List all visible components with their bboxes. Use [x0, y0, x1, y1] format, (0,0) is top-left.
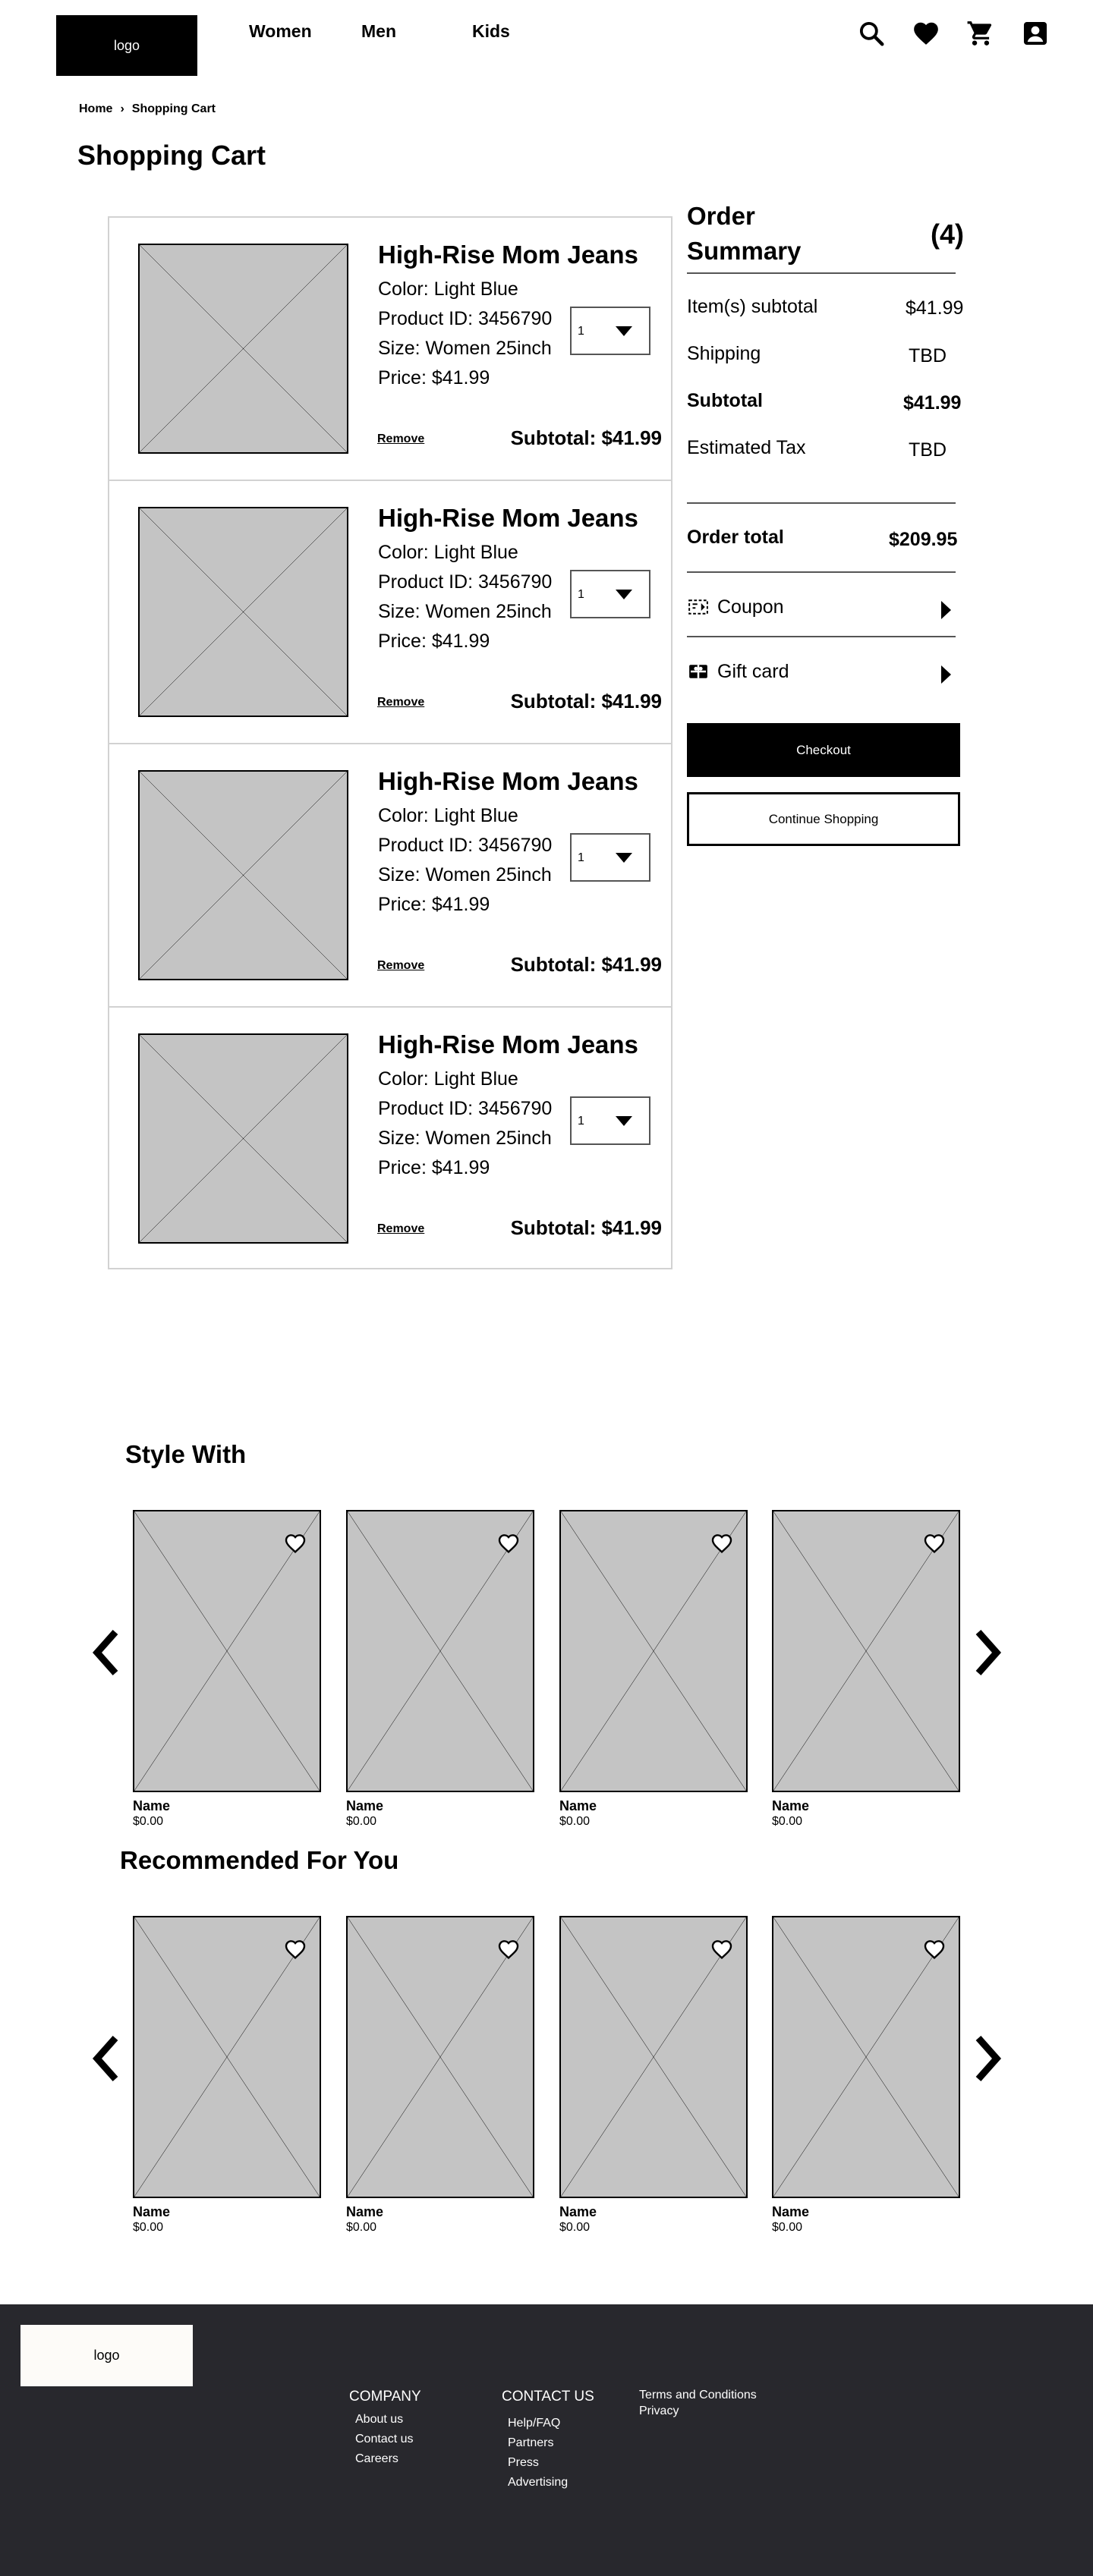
caret-down-icon	[616, 853, 632, 863]
divider	[687, 571, 956, 573]
order-item-count: (4)	[931, 219, 964, 250]
heart-outline-icon[interactable]	[710, 1937, 734, 1961]
product-name[interactable]: Name	[772, 2204, 810, 2219]
cart-item-size: Size: Women 25inch	[378, 338, 552, 359]
chevron-right-icon	[941, 601, 951, 619]
gift-card-icon	[687, 660, 710, 683]
caret-down-icon	[616, 326, 632, 336]
cart-item-name[interactable]: High-Rise Mom Jeans	[378, 241, 638, 269]
product-name[interactable]: Name	[346, 1798, 384, 1813]
estimated-tax-value: TBD	[909, 439, 947, 461]
product-name[interactable]: Name	[559, 2204, 597, 2219]
heart-outline-icon[interactable]	[283, 1531, 307, 1555]
footer-link-privacy[interactable]: Privacy	[639, 2405, 679, 2417]
search-icon[interactable]	[856, 18, 887, 49]
product-card[interactable]	[772, 1916, 960, 2242]
cart-item-color: Color: Light Blue	[378, 1068, 518, 1090]
gift-card-label: Gift card	[717, 660, 789, 682]
product-card[interactable]	[772, 1510, 960, 1836]
product-image-placeholder[interactable]	[559, 1916, 748, 2198]
product-image-placeholder[interactable]	[772, 1510, 960, 1792]
footer-logo[interactable]: logo	[20, 2325, 193, 2386]
carousel-prev-icon[interactable]	[90, 1626, 124, 1679]
cart-item-color: Color: Light Blue	[378, 278, 518, 300]
cart-item-product-id: Product ID: 3456790	[378, 835, 553, 856]
product-price: $0.00	[346, 1815, 377, 1828]
account-icon[interactable]	[1020, 18, 1050, 49]
product-image-placeholder[interactable]	[346, 1916, 534, 2198]
product-image-placeholder[interactable]	[133, 1510, 321, 1792]
product-card[interactable]	[346, 1916, 534, 2242]
footer-company-heading: COMPANY	[349, 2389, 421, 2405]
footer-link-help[interactable]: Help/FAQ	[508, 2417, 561, 2430]
product-price: $0.00	[346, 2221, 377, 2234]
divider	[687, 636, 956, 637]
product-image-placeholder[interactable]	[133, 1916, 321, 2198]
product-image-placeholder[interactable]	[559, 1510, 748, 1792]
heart-icon[interactable]	[911, 18, 941, 49]
breadcrumb	[79, 102, 216, 116]
remove-button[interactable]: Remove	[377, 959, 425, 972]
product-card[interactable]	[133, 1510, 321, 1836]
breadcrumb-current: Shopping Cart	[131, 102, 216, 115]
logo[interactable]: logo	[56, 15, 197, 76]
cart-item-product-id: Product ID: 3456790	[378, 1098, 553, 1119]
cart-item-subtotal: Subtotal: $41.99	[510, 690, 662, 712]
coupon-icon	[687, 596, 710, 618]
cart-item-size: Size: Women 25inch	[378, 1128, 552, 1149]
product-price: $0.00	[133, 2221, 164, 2234]
footer-link-partners[interactable]: Partners	[508, 2436, 554, 2449]
shipping-value: TBD	[909, 345, 947, 366]
continue-shopping-button[interactable]: Continue Shopping	[687, 792, 960, 846]
cart-icon[interactable]	[965, 18, 996, 49]
quantity-value: 1	[578, 325, 584, 338]
chevron-right-icon: ›	[120, 102, 124, 115]
footer	[0, 2304, 1093, 2576]
order-summary-title	[687, 199, 801, 269]
heart-outline-icon[interactable]	[710, 1531, 734, 1555]
subtotal-value: $41.99	[903, 392, 962, 414]
cart-item-name[interactable]: High-Rise Mom Jeans	[378, 504, 638, 532]
cart-item-color: Color: Light Blue	[378, 542, 518, 563]
product-name[interactable]: Name	[133, 1798, 171, 1813]
cart-item-subtotal: Subtotal: $41.99	[510, 426, 662, 449]
quantity-select[interactable]	[570, 307, 650, 355]
carousel-next-icon[interactable]	[969, 2032, 1004, 2085]
style-with-title: Style With	[125, 1440, 247, 1468]
order-total-value: $209.95	[889, 529, 958, 550]
product-name[interactable]: Name	[772, 1798, 810, 1813]
cart-item	[109, 744, 671, 1008]
cart-item-subtotal: Subtotal: $41.99	[510, 1216, 662, 1239]
product-card[interactable]	[346, 1510, 534, 1836]
remove-button[interactable]: Remove	[377, 1222, 425, 1235]
product-price: $0.00	[559, 1815, 591, 1828]
estimated-tax-label: Estimated Tax	[687, 437, 806, 458]
divider	[687, 272, 956, 274]
order-summary-title-line1: Order	[687, 202, 755, 230]
product-name[interactable]: Name	[559, 1798, 597, 1813]
product-image-placeholder[interactable]	[138, 244, 348, 454]
heart-outline-icon[interactable]	[922, 1531, 947, 1555]
nav-women[interactable]: Women	[249, 21, 312, 41]
breadcrumb-home[interactable]: Home	[79, 102, 113, 115]
cart-item-price: Price: $41.99	[378, 367, 490, 388]
product-card[interactable]	[559, 1916, 748, 2242]
quantity-select[interactable]	[570, 1096, 650, 1145]
footer-link-contact[interactable]: Contact us	[355, 2433, 414, 2445]
items-subtotal-value: $41.99	[906, 297, 964, 319]
quantity-select[interactable]	[570, 833, 650, 882]
footer-link-advertising[interactable]: Advertising	[508, 2476, 569, 2489]
cart-item-price: Price: $41.99	[378, 1157, 490, 1178]
page-title: Shopping Cart	[77, 140, 266, 171]
cart-item	[109, 218, 671, 481]
cart-item	[109, 1008, 671, 1271]
cart-item-name[interactable]: High-Rise Mom Jeans	[378, 1030, 638, 1058]
footer-contact-heading: CONTACT US	[502, 2389, 594, 2405]
gift-card-row[interactable]	[687, 656, 956, 687]
coupon-row[interactable]	[687, 592, 956, 622]
subtotal-label: Subtotal	[687, 390, 763, 411]
product-price: $0.00	[772, 1815, 803, 1828]
heart-outline-icon[interactable]	[496, 1531, 521, 1555]
cart-item-color: Color: Light Blue	[378, 805, 518, 826]
quantity-value: 1	[578, 588, 584, 601]
recommended-title: Recommended For You	[120, 1846, 399, 1874]
product-card[interactable]	[559, 1510, 748, 1836]
remove-button[interactable]: Remove	[377, 432, 425, 445]
caret-down-icon	[616, 1116, 632, 1126]
chevron-right-icon	[941, 665, 951, 684]
cart-item	[109, 481, 671, 744]
cart-item-product-id: Product ID: 3456790	[378, 571, 553, 593]
footer-link-about[interactable]: About us	[355, 2413, 404, 2426]
cart-item-price: Price: $41.99	[378, 894, 490, 915]
items-subtotal-label: Item(s) subtotal	[687, 296, 818, 317]
product-price: $0.00	[559, 2221, 591, 2234]
product-image-placeholder[interactable]	[138, 770, 348, 980]
carousel-next-icon[interactable]	[969, 1626, 1004, 1679]
remove-button[interactable]: Remove	[377, 696, 425, 709]
product-name[interactable]: Name	[133, 2204, 171, 2219]
order-summary-title-line2: Summary	[687, 237, 802, 265]
product-image-placeholder[interactable]	[138, 1033, 348, 1244]
heart-outline-icon[interactable]	[283, 1937, 307, 1961]
product-image-placeholder[interactable]	[772, 1916, 960, 2198]
shipping-label: Shipping	[687, 343, 761, 364]
footer-link-careers[interactable]: Careers	[355, 2452, 398, 2465]
product-image-placeholder[interactable]	[346, 1510, 534, 1792]
footer-link-press[interactable]: Press	[508, 2456, 539, 2469]
coupon-label: Coupon	[717, 596, 784, 618]
product-card[interactable]	[133, 1916, 321, 2242]
footer-link-terms[interactable]: Terms and Conditions	[639, 2389, 757, 2401]
caret-down-icon	[616, 590, 632, 599]
nav-kids[interactable]: Kids	[472, 21, 510, 41]
quantity-select[interactable]	[570, 570, 650, 618]
heart-outline-icon[interactable]	[922, 1937, 947, 1961]
nav-men[interactable]: Men	[361, 21, 396, 41]
product-name[interactable]: Name	[346, 2204, 384, 2219]
checkout-button[interactable]: Checkout	[687, 723, 960, 777]
cart-item-price: Price: $41.99	[378, 631, 490, 652]
cart-item-product-id: Product ID: 3456790	[378, 308, 553, 329]
cart-item-name[interactable]: High-Rise Mom Jeans	[378, 767, 638, 795]
cart-item-size: Size: Women 25inch	[378, 601, 552, 622]
carousel-prev-icon[interactable]	[90, 2032, 124, 2085]
cart-list	[108, 216, 672, 1269]
quantity-value: 1	[578, 1115, 584, 1128]
cart-item-subtotal: Subtotal: $41.99	[510, 953, 662, 976]
product-price: $0.00	[133, 1815, 164, 1828]
product-price: $0.00	[772, 2221, 803, 2234]
divider	[687, 502, 956, 504]
cart-item-size: Size: Women 25inch	[378, 864, 552, 885]
quantity-value: 1	[578, 851, 584, 864]
product-image-placeholder[interactable]	[138, 507, 348, 717]
heart-outline-icon[interactable]	[496, 1937, 521, 1961]
order-total-label: Order total	[687, 527, 784, 548]
